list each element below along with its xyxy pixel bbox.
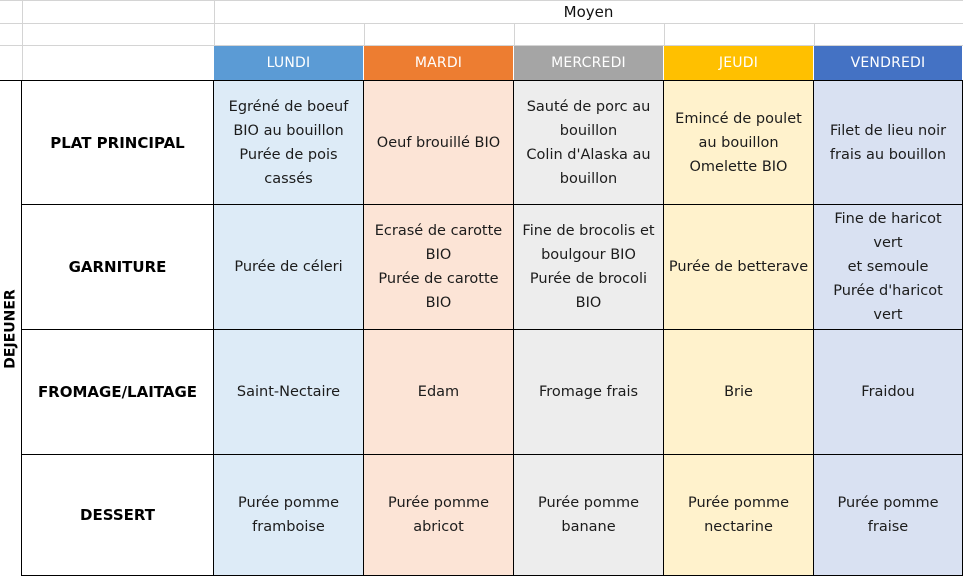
- menu-cell: Purée pomme banane: [514, 455, 664, 576]
- gridline: [514, 24, 515, 46]
- gridline: [364, 24, 365, 46]
- menu-cell: Fraidou: [814, 330, 963, 455]
- menu-cell: Ecrasé de carotte BIO Purée de carotte BIO: [364, 205, 514, 330]
- menu-cell: Oeuf brouillé BIO: [364, 80, 514, 205]
- menu-cell: Purée de céleri: [214, 205, 364, 330]
- gridline: [22, 0, 23, 80]
- menu-cell: Egréné de boeuf BIO au bouillon Purée de pois cassés: [214, 80, 364, 205]
- row-label-garniture: GARNITURE: [22, 205, 214, 330]
- day-header-lundi: LUNDI: [214, 46, 364, 80]
- menu-cell: Sauté de porc au bouillon Colin d'Alaska au bouillon: [514, 80, 664, 205]
- meal-label-text: DEJEUNER: [2, 288, 19, 369]
- menu-cell: Emincé de poulet au bouillon Omelette BIO: [664, 80, 814, 205]
- menu-cell: Edam: [364, 330, 514, 455]
- day-header-vendredi: VENDREDI: [814, 46, 963, 80]
- menu-cell: Purée pomme abricot: [364, 455, 514, 576]
- menu-cell: Fine de brocolis et boulgour BIO Purée de brocoli BIO: [514, 205, 664, 330]
- meal-label: [0, 80, 22, 576]
- gridline: [814, 24, 815, 46]
- menu-cell: Fine de haricot vert et semoule Purée d'haricot vert: [814, 205, 963, 330]
- menu-cell: Brie: [664, 330, 814, 455]
- sheet-title: Moyen: [563, 3, 614, 21]
- row-label-dessert: DESSERT: [22, 455, 214, 576]
- day-header-jeudi: JEUDI: [664, 46, 814, 80]
- day-header-mardi: MARDI: [364, 46, 514, 80]
- menu-cell: Purée pomme framboise: [214, 455, 364, 576]
- menu-cell: Purée pomme fraise: [814, 455, 963, 576]
- day-header-mercredi: MERCREDI: [514, 46, 664, 80]
- menu-cell: Purée de betterave: [664, 205, 814, 330]
- menu-cell: Fromage frais: [514, 330, 664, 455]
- menu-cell: Purée pomme nectarine: [664, 455, 814, 576]
- row-label-fromage-laitage: FROMAGE/LAITAGE: [22, 330, 214, 455]
- row-label-plat-principal: PLAT PRINCIPAL: [22, 80, 214, 205]
- gridline: [664, 24, 665, 46]
- menu-cell: Filet de lieu noir frais au bouillon: [814, 80, 963, 205]
- menu-cell: Saint-Nectaire: [214, 330, 364, 455]
